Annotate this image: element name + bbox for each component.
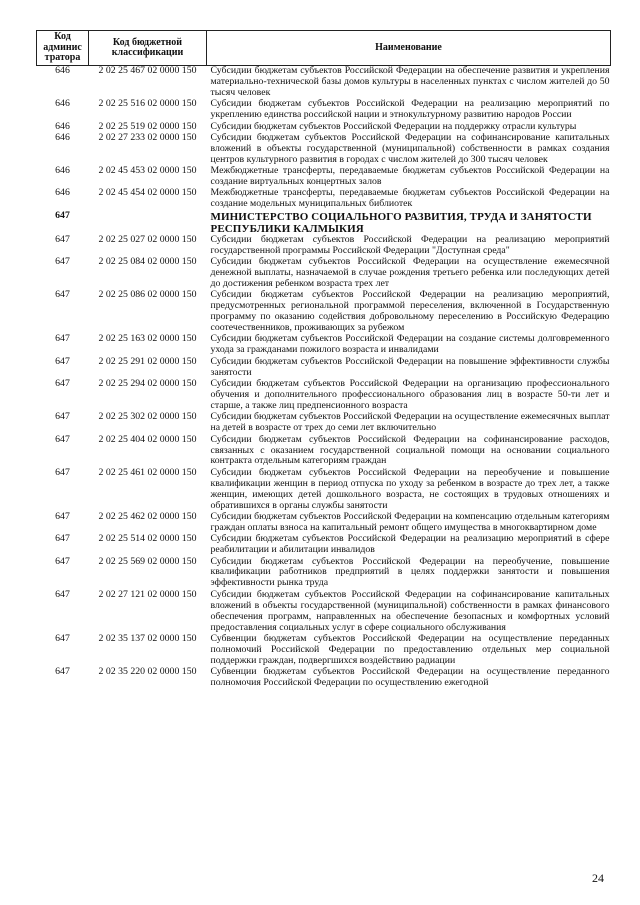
budget-code-cell: 2 02 25 086 02 0000 150 bbox=[98, 289, 197, 301]
admin-code-cell: 647 bbox=[55, 588, 70, 600]
budget-code-cell: 2 02 25 027 02 0000 150 bbox=[98, 233, 197, 245]
name-cell: Субвенции бюджетам субъектов Российской Федерации на осуществление переданного полномочия Российской Федерации по осуществлению ежегодной bbox=[210, 666, 610, 689]
table-row bbox=[37, 534, 611, 556]
budget-code-cell: 2 02 35 137 02 0000 150 bbox=[98, 632, 197, 644]
table-row bbox=[37, 99, 611, 121]
budget-code-cell: 2 02 25 519 02 0000 150 bbox=[98, 120, 197, 132]
admin-code-cell: 647 bbox=[55, 256, 70, 268]
budget-code-cell: 2 02 25 302 02 0000 150 bbox=[98, 411, 197, 423]
budget-code-cell: 2 02 27 233 02 0000 150 bbox=[98, 131, 197, 143]
name-cell: Субсидии бюджетам субъектов Российской Федерации на переобучение и повышение квалификации женщин в период отпуска по уходу за ребенком в возрасте до трех лет, а также женщин, имеющих детей дошкольного возраста, не состоящих в трудовых отношениях и обратившихся в органы службы занятости bbox=[210, 466, 610, 511]
name-cell: Субсидии бюджетам субъектов Российской Федерации на обеспечение развития и укрепления материально-технической базы домов культуры в населенных пунктах с числом жителей до 50 тысяч человек bbox=[210, 65, 610, 98]
header-admin-code: Код админис тратора bbox=[37, 31, 89, 66]
budget-code-cell: 2 02 25 291 02 0000 150 bbox=[98, 355, 197, 367]
admin-code-cell: 647 bbox=[55, 433, 70, 445]
name-cell: Субсидии бюджетам субъектов Российской Федерации на осуществление ежемесячных выплат на детей в возрасте от трех до семи лет включительно bbox=[210, 411, 610, 434]
ministry-heading-row bbox=[37, 211, 611, 235]
table-row bbox=[37, 590, 611, 634]
table-row bbox=[37, 512, 611, 534]
table-row bbox=[37, 235, 611, 257]
name-cell: Субсидии бюджетам субъектов Российской Федерации на реализацию мероприятий по укреплению единства российской нации и этнокультурному развитию народов России bbox=[210, 98, 610, 121]
budget-code-cell: 2 02 25 514 02 0000 150 bbox=[98, 533, 197, 545]
table-row bbox=[37, 357, 611, 379]
table-body bbox=[37, 66, 611, 690]
table-row bbox=[37, 379, 611, 412]
table-row bbox=[37, 435, 611, 468]
admin-code-cell: 647 bbox=[55, 632, 70, 644]
admin-code-cell: 647 bbox=[55, 533, 70, 545]
budget-code-cell: 2 02 25 516 02 0000 150 bbox=[98, 98, 197, 110]
header-name: Наименование bbox=[207, 31, 611, 66]
name-cell: Субсидии бюджетам субъектов Российской Федерации на реализацию мероприятий государственной программы Российской Федерации "Доступная среда" bbox=[210, 233, 610, 256]
budget-code-cell: 2 02 25 294 02 0000 150 bbox=[98, 378, 197, 390]
table-row bbox=[37, 66, 611, 100]
name-cell: Субсидии бюджетам субъектов Российской Федерации на реализацию мероприятий, предусмотренных региональной программой переселения, включенной в Государственную программу по оказанию содействия добровольному переселению в Российскую Федерацию соотечественников, проживающих за рубежом bbox=[210, 289, 610, 334]
name-cell: Субсидии бюджетам субъектов Российской Федерации на реализацию мероприятий в сфере реабилитации и абилитации инвалидов bbox=[210, 533, 610, 556]
table-row bbox=[37, 133, 611, 166]
admin-code-cell: 647 bbox=[55, 233, 70, 245]
admin-code-cell: 647 bbox=[55, 555, 70, 567]
name-cell: Межбюджетные трансферты, передаваемые бюджетам субъектов Российской Федерации на создание модельных муниципальных библиотек bbox=[210, 187, 610, 210]
table-row bbox=[37, 634, 611, 667]
budget-classification-table bbox=[36, 30, 611, 689]
admin-code-cell: 647 bbox=[55, 355, 70, 367]
admin-code-cell: 647 bbox=[55, 378, 70, 390]
table-row bbox=[37, 412, 611, 434]
name-cell: Субсидии бюджетам субъектов Российской Федерации на софинансирование капитальных вложений в объекты государственной (муниципальной) собственности в рамках создания центров культурного развития в городах с числом жителей до 300 тысяч человек bbox=[210, 131, 610, 165]
admin-code-cell: 647 bbox=[55, 666, 70, 678]
budget-code-cell: 2 02 25 404 02 0000 150 bbox=[98, 433, 197, 445]
name-cell: Субсидии бюджетам субъектов Российской Федерации на поддержку отрасли культуры bbox=[210, 120, 577, 132]
name-cell: Субсидии бюджетам субъектов Российской Федерации на софинансирование расходов, связанных с оказанием государственной социальной помощи на основании социального контракта отдельным категориям граждан bbox=[210, 433, 610, 467]
name-cell: Субвенции бюджетам субъектов Российской Федерации на осуществление переданных полномочий Российской Федерации по предоставлению отдельных мер социальной поддержки граждан, подвергшихся воздействию радиации bbox=[210, 632, 610, 666]
name-cell: Субсидии бюджетам субъектов Российской Федерации на организацию профессионального обучения и дополнительного профессионального образования лиц в возрасте 50-ти лет и старше, а также лиц предпенсионного возраста bbox=[210, 378, 610, 411]
admin-code-cell: 646 bbox=[55, 165, 70, 177]
name-cell: МИНИСТЕРСТВО СОЦИАЛЬНОГО РАЗВИТИЯ, ТРУДА И ЗАНЯТОСТИ РЕСПУБЛИКИ КАЛМЫКИЯ bbox=[210, 210, 592, 235]
budget-code-cell: 2 02 25 467 02 0000 150 bbox=[98, 65, 197, 76]
table-row bbox=[37, 334, 611, 356]
name-cell: Субсидии бюджетам субъектов Российской Федерации на создание системы долговременного ухода за гражданами пожилого возраста и инвалидами bbox=[210, 333, 610, 356]
admin-code-cell: 647 bbox=[55, 333, 70, 345]
budget-code-cell: 2 02 25 462 02 0000 150 bbox=[98, 510, 197, 522]
name-cell: Субсидии бюджетам субъектов Российской Федерации на осуществление ежемесячной денежной выплаты, назначаемой в случае рождения третьего ребенка или последующих детей до достижения ребенком возраста трех лет bbox=[210, 256, 610, 289]
budget-code-cell: 2 02 25 461 02 0000 150 bbox=[98, 466, 197, 478]
table-header-row bbox=[37, 31, 611, 66]
name-cell: Субсидии бюджетам субъектов Российской Федерации на софинансирование капитальных вложений в объекты государственной (муниципальной) собственности в рамках финансового обеспечения программ, направленных на обеспечение безопасных и комфортных условий предоставления социальных услуг в сфере социального обслуживания bbox=[210, 588, 610, 633]
admin-code-cell: 647 bbox=[55, 466, 70, 478]
table-row bbox=[37, 557, 611, 590]
budget-code-cell: 2 02 25 569 02 0000 150 bbox=[98, 555, 197, 567]
name-cell: Межбюджетные трансферты, передаваемые бюджетам субъектов Российской Федерации на создание виртуальных концертных залов bbox=[210, 165, 610, 188]
admin-code-cell: 647 bbox=[55, 411, 70, 423]
table-row bbox=[37, 257, 611, 290]
admin-code-cell: 646 bbox=[55, 120, 70, 132]
name-cell: Субсидии бюджетам субъектов Российской Федерации на переобучение, повышение квалификации работников предприятий в целях поддержки занятости и повышения эффективности рынка труда bbox=[210, 555, 610, 589]
page-number: 24 bbox=[592, 871, 604, 885]
budget-code-cell: 2 02 25 084 02 0000 150 bbox=[98, 256, 197, 268]
admin-code-cell: 647 bbox=[55, 289, 70, 301]
header-budget-code: Код бюджетной классификации bbox=[89, 31, 207, 66]
table-row bbox=[37, 468, 611, 512]
name-cell: Субсидии бюджетам субъектов Российской Федерации на компенсацию отдельным категориям граждан оплаты взноса на капитальный ремонт общего имущества в многоквартирном доме bbox=[210, 510, 610, 533]
table-row bbox=[37, 290, 611, 334]
admin-code-cell: 647 bbox=[55, 209, 70, 221]
budget-code-cell: 2 02 45 453 02 0000 150 bbox=[98, 165, 197, 177]
admin-code-cell: 646 bbox=[55, 187, 70, 199]
table-row bbox=[37, 188, 611, 210]
budget-code-cell: 2 02 35 220 02 0000 150 bbox=[98, 666, 197, 678]
budget-code-cell: 2 02 27 121 02 0000 150 bbox=[98, 588, 197, 600]
admin-code-cell: 646 bbox=[55, 98, 70, 110]
budget-code-cell: 2 02 25 163 02 0000 150 bbox=[98, 333, 197, 345]
admin-code-cell: 646 bbox=[55, 65, 70, 76]
budget-code-cell: 2 02 45 454 02 0000 150 bbox=[98, 187, 197, 199]
name-cell: Субсидии бюджетам субъектов Российской Федерации на повышение эффективности службы занятости bbox=[210, 355, 610, 378]
admin-code-cell: 647 bbox=[55, 510, 70, 522]
admin-code-cell: 646 bbox=[55, 131, 70, 143]
table-row bbox=[37, 667, 611, 689]
table-row bbox=[37, 166, 611, 188]
budget-code-cell bbox=[89, 211, 207, 235]
budget-classification-table-page bbox=[36, 30, 611, 689]
